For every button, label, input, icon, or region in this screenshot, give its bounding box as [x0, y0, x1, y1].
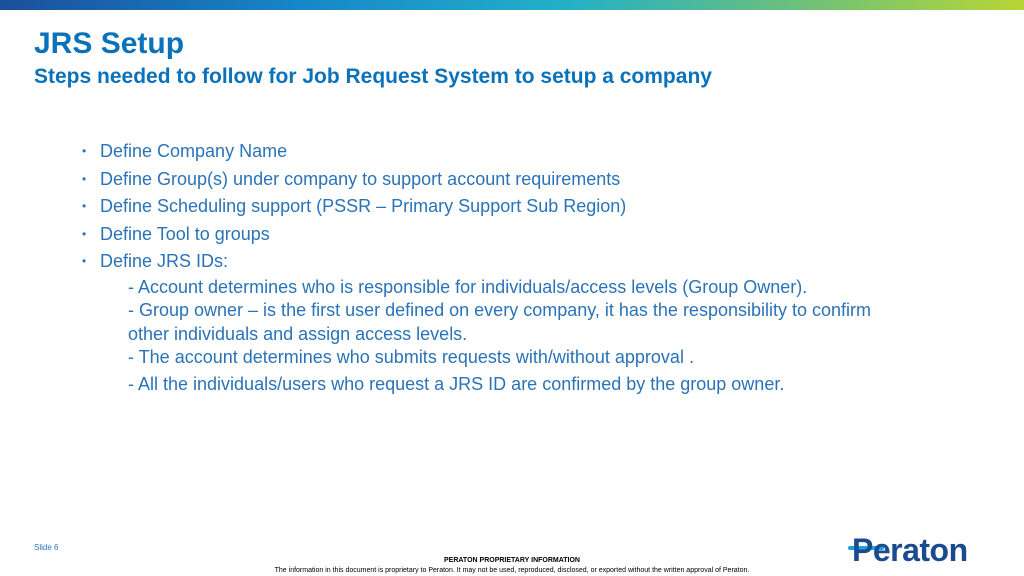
- peraton-logo: [848, 532, 992, 568]
- bullet-text: Define Group(s) under company to support account requirements: [100, 168, 621, 189]
- detail-line: other individuals and assign access levels.: [128, 323, 468, 344]
- slide-number: Slide 6: [34, 543, 59, 552]
- detail-line: - Account determines who is responsible for individuals/access levels (Group Owner).: [128, 276, 808, 297]
- bullet-dot-icon: •: [82, 226, 87, 241]
- bullet-list: [80, 138, 980, 276]
- bullet-item: [80, 248, 980, 276]
- slide-content: [80, 138, 980, 396]
- jrs-id-details: [80, 276, 980, 397]
- proprietary-notice: The information in this document is proprietary to Peraton. It may not be used, reproduced, disclosed, or exported without the written approval of Peraton.: [274, 567, 750, 574]
- bullet-text: Define Tool to groups: [100, 223, 270, 244]
- bullet-text: Define JRS IDs:: [100, 251, 229, 271]
- slide-title: JRS Setup: [34, 27, 185, 60]
- bullet-dot-icon: •: [82, 171, 87, 186]
- bullet-item: [80, 193, 980, 221]
- slide-subtitle: Steps needed to follow for Job Request System to setup a company: [34, 65, 712, 88]
- detail-line: - Group owner – is the first user defined on every company, it has the responsibility to confirm: [128, 300, 872, 320]
- bullet-item: [80, 138, 980, 166]
- bullet-dot-icon: •: [82, 254, 87, 268]
- bullet-dot-icon: •: [82, 199, 87, 213]
- bullet-text: Define Company Name: [100, 141, 288, 161]
- detail-line: - All the individuals/users who request a JRS ID are confirmed by the group owner.: [128, 373, 785, 394]
- proprietary-title: PERATON PROPRIETARY INFORMATION: [444, 557, 580, 564]
- top-gradient-bar: [0, 0, 1024, 10]
- bullet-item: [80, 221, 980, 249]
- bullet-text: Define Scheduling support (PSSR – Primary Support Sub Region): [100, 196, 627, 216]
- logo-wordmark: Peraton: [852, 532, 968, 568]
- bullet-item: [80, 166, 980, 194]
- bullet-dot-icon: •: [82, 144, 87, 158]
- detail-line: - The account determines who submits requests with/without approval .: [128, 347, 694, 367]
